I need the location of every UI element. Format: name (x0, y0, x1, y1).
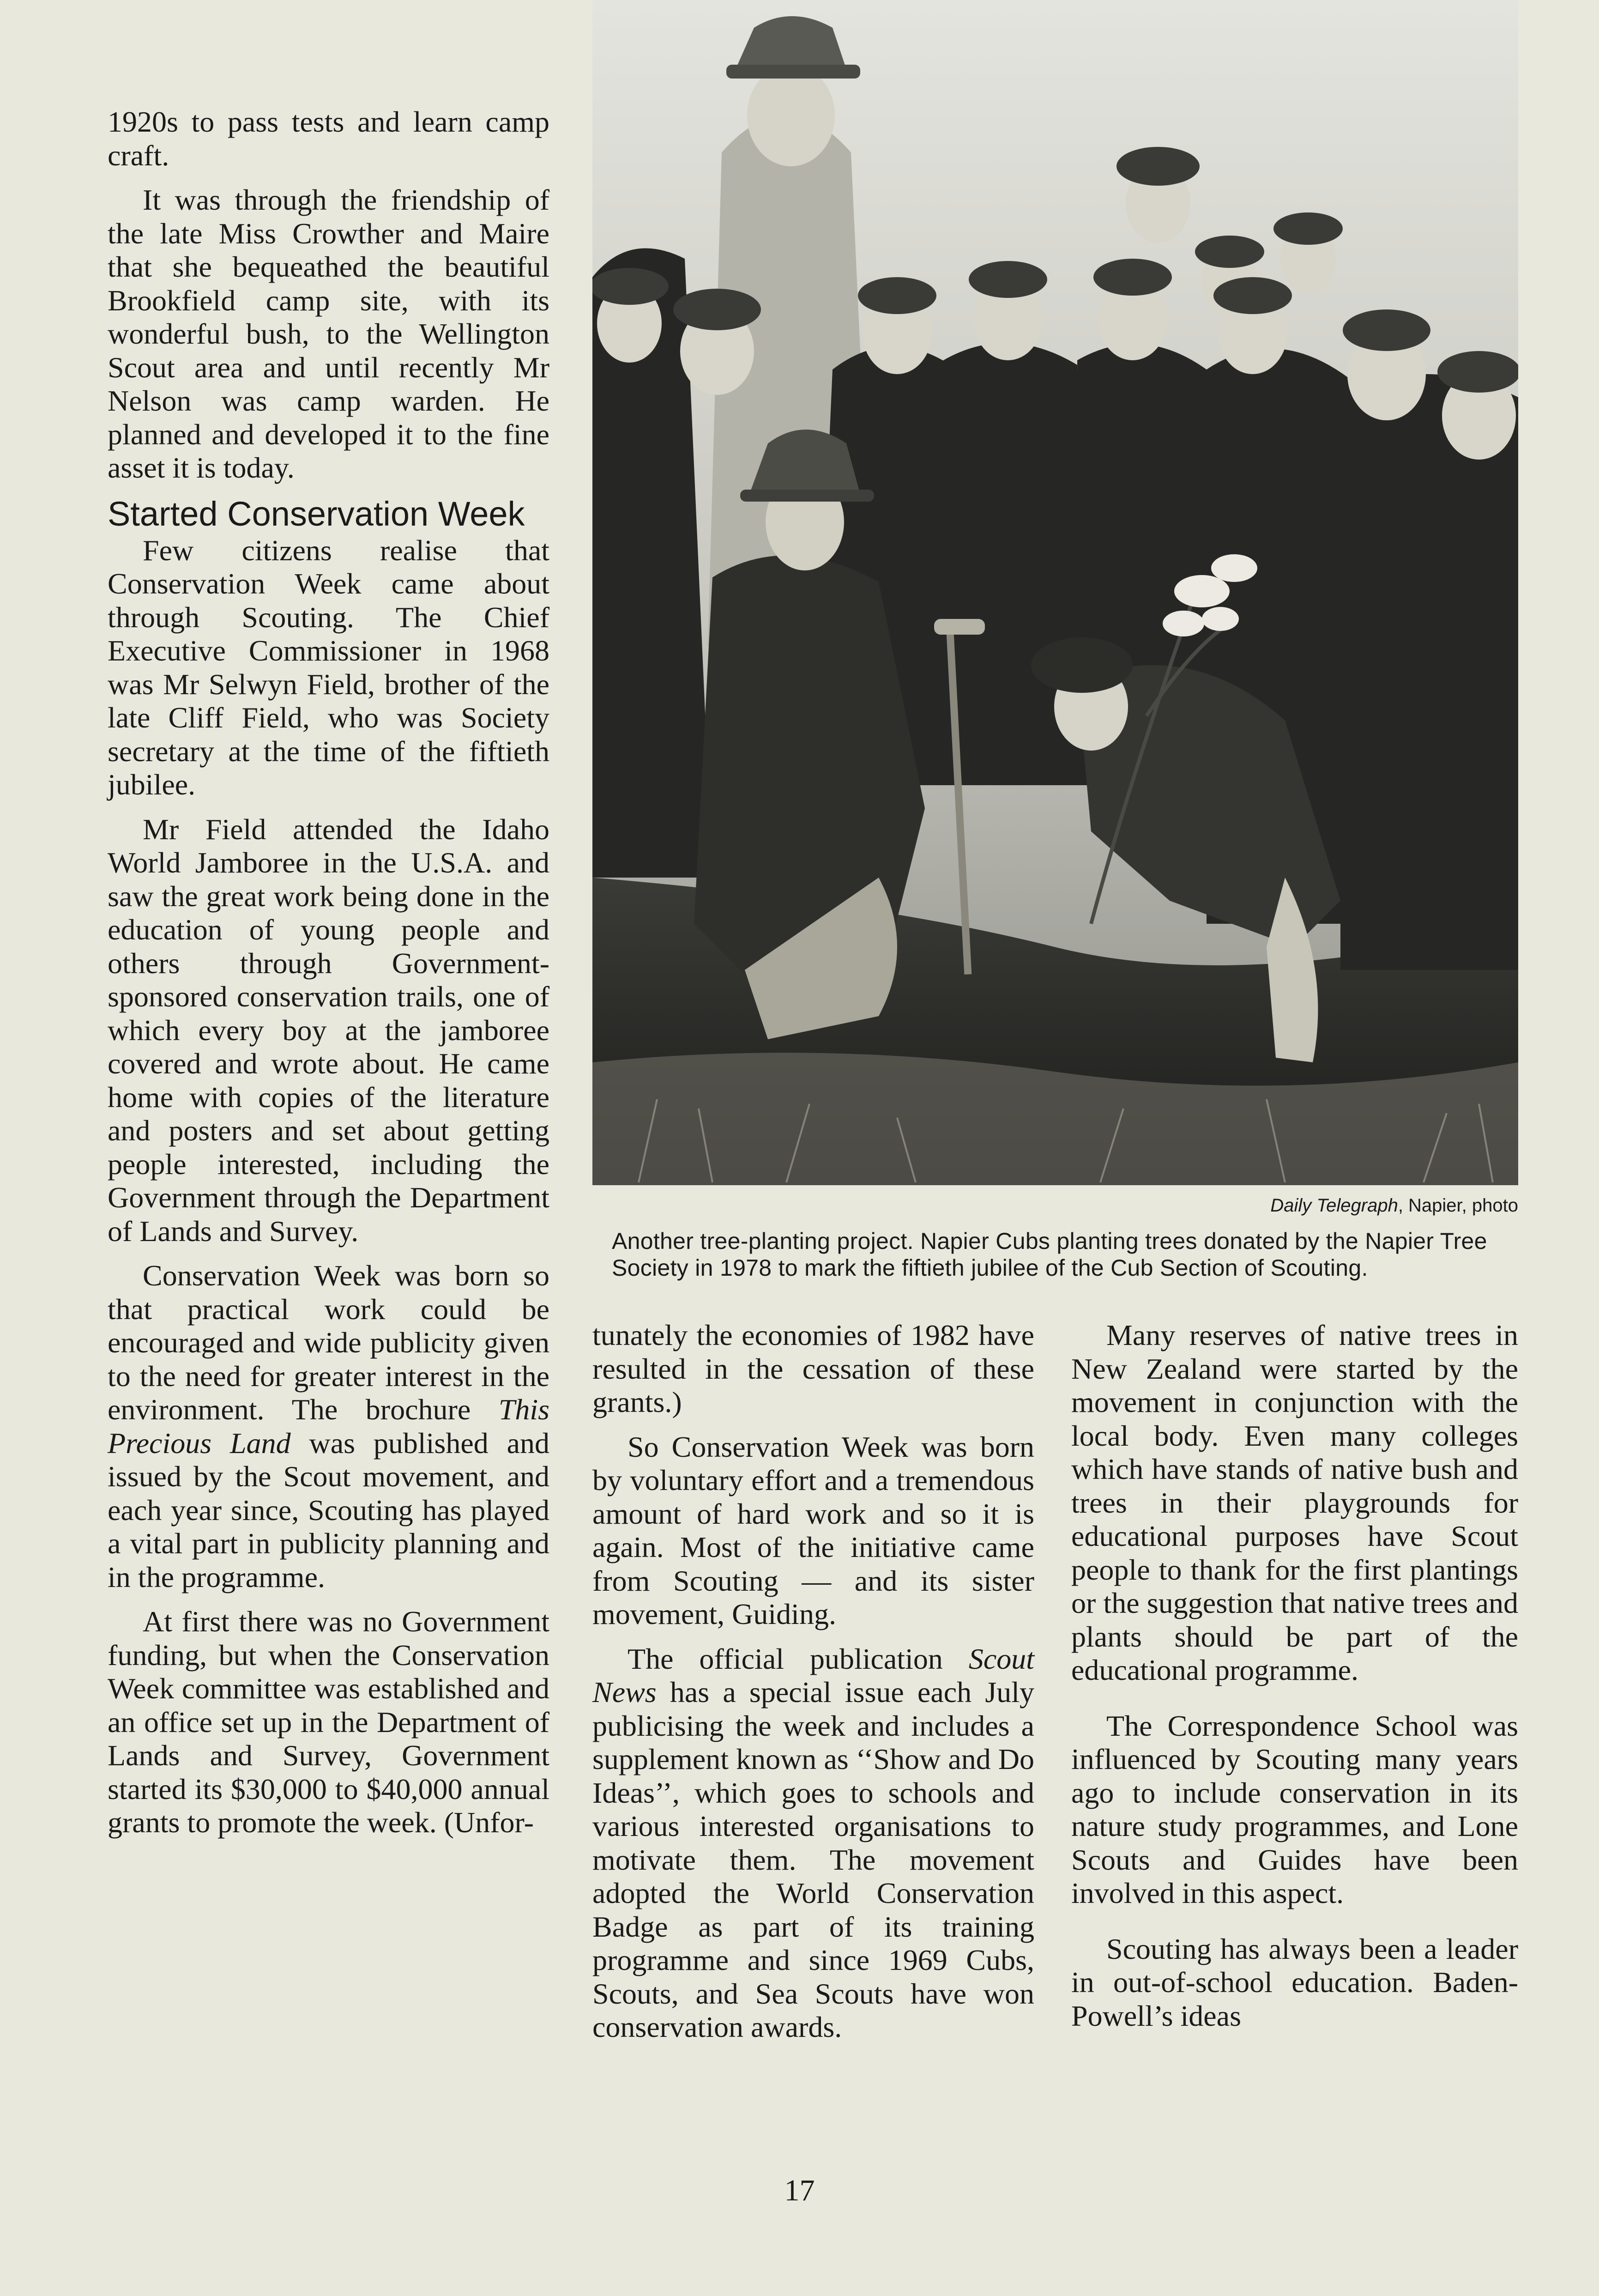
text-run: has a special issue each July publicising the week and includes a supplement known as ‘‘Show and Do Ideas’’, which goes to schools and various interested organisations to motivate them. The movement adopted the World Conservation Badge as part of its training programme and since 1969 Cubs, Scouts, and Sea Scouts have won conservation awards. (592, 1676, 1035, 2043)
paragraph: Many reserves of native trees in New Zealand were started by the movement in conjunction with the local body. Even many colleges which have stands of native bush and trees in their playgrounds for educational purposes have Scout people to thank for the first plantings or the suggestion that native trees and plants should be part of the educational programme. (1071, 1319, 1518, 1686)
publication-title: Scout News (592, 1642, 1035, 1708)
paragraph: It was through the friendship of the late Miss Crowther and Maire that she bequeathed the beautiful Brookfield camp site, with its wonderful bush, to the Wellington Scout area and until recently Mr Nelson was camp warden. He planned and developed it to the fine asset it is today. (108, 183, 549, 484)
paragraph: Mr Field attended the Idaho World Jamboree in the U.S.A. and saw the great work being done in the education of young people and others through Government-sponsored conservation trails, one of which every boy at the jamboree covered and wrote about. He came home with copies of the literature and posters and set about getting people interested, including the Government through the Department of Lands and Survey. (108, 812, 549, 1248)
paragraph: At first there was no Government funding, but when the Conservation Week committee was established and an office set up in the Department of Lands and Survey, Government started its $30,000 to $40,000 annual grants to promote the week. (Unfor- (108, 1605, 549, 1839)
paragraph (592, 1642, 1034, 2044)
text-run: Conservation Week was born so that practical work could be encouraged and wide publicity given to the need for greater interest in the environment. The brochure (108, 1259, 549, 1426)
page-number: 17 (784, 2174, 815, 2207)
credit-text: , Napier, photo (1398, 1195, 1518, 1216)
right-text-column (1071, 1319, 1518, 2044)
paragraph: So Conservation Week was born by voluntary effort and a tremendous amount of hard work and so it is again. Most of the initiative came from Scouting — and its sister movement, Guiding. (592, 1430, 1034, 1630)
photo-credit (592, 1194, 1518, 1217)
middle-text-column (592, 1319, 1034, 2055)
text-run: was published and issued by the Scout movement, and each year since, Scouting has played a vital part in publicity planning and in the programme. (108, 1426, 550, 1593)
brochure-title: This Precious Land (108, 1393, 550, 1460)
paragraph: Few citizens realise that Conservation Week came about through Scouting. The Chief Executive Commissioner in 1968 was Mr Selwyn Field, brother of the late Cliff Field, who was Society secretary at the time of the fiftieth jubilee. (108, 533, 549, 801)
paragraph: Scouting has always been a leader in out-of-school education. Baden-Powell’s ideas (1071, 1932, 1518, 2032)
left-text-column (108, 105, 549, 1851)
paragraph: The Correspondence School was influenced by Scouting many years ago to include conservation in its nature study programmes, and Lone Scouts and Guides have been involved in this aspect. (1071, 1709, 1518, 1909)
paragraph (108, 1259, 549, 1594)
paragraph: 1920s to pass tests and learn camp craft. (108, 105, 549, 172)
newspaper-name: Daily Telegraph (1270, 1195, 1398, 1216)
text-run: The official publication (628, 1642, 943, 1675)
photo-caption: Another tree-planting project. Napier Cubs planting trees donated by the Napier Tree Society in 1978 to mark the fiftieth jubilee of the Cub Section of Scouting. (612, 1228, 1487, 1281)
paragraph: tunately the economies of 1982 have resulted in the cessation of these grants.) (592, 1319, 1034, 1418)
section-heading: Started Conservation Week (108, 494, 525, 533)
tree-planting-photo (592, 0, 1518, 1185)
